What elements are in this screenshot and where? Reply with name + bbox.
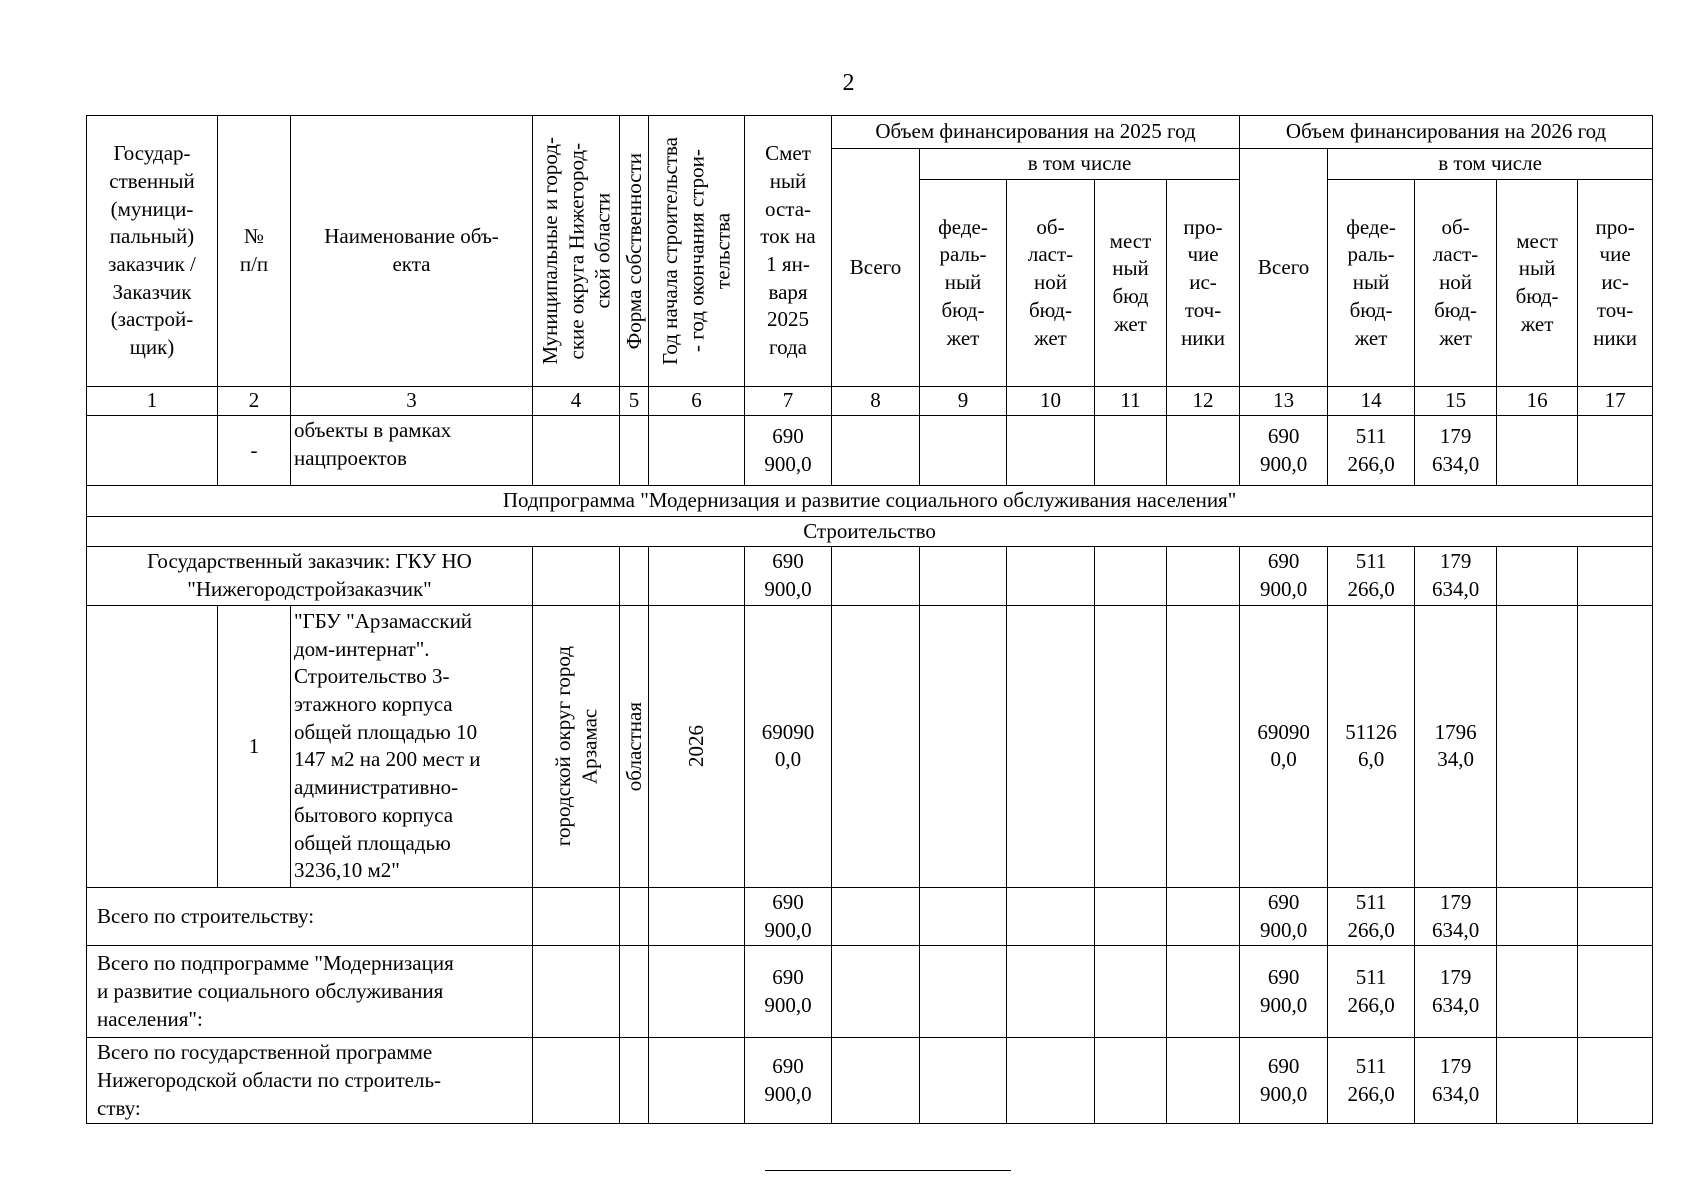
- object-year-cell: [649, 605, 745, 887]
- header-years: Год начала строительства - год окончания строи- тельства: [658, 137, 735, 365]
- header-federal-2026: феде- раль- ный бюд- жет: [1328, 180, 1415, 387]
- header-ownership-cell: [620, 116, 649, 387]
- header-federal-2025: феде- раль- ный бюд- жет: [920, 180, 1007, 387]
- col-num: 3: [291, 387, 533, 416]
- col-num: 12: [1167, 387, 1240, 416]
- col-num: 14: [1328, 387, 1415, 416]
- col-num: 15: [1415, 387, 1497, 416]
- cell-total-2026: 690 900,0: [1240, 547, 1328, 605]
- column-number-row: [87, 387, 1653, 416]
- col-num: 6: [649, 387, 745, 416]
- cell-federal-2026: 511 266,0: [1328, 1038, 1415, 1124]
- total-subprogram-label: Всего по подпрограмме "Модернизация и развитие социального обслуживания населения":: [87, 946, 533, 1038]
- header-including-2025: в том числе: [920, 149, 1240, 180]
- financing-table: [86, 115, 1653, 1124]
- footer-divider: [765, 1170, 1011, 1171]
- cell-federal-2026: 511 266,0: [1328, 416, 1415, 486]
- cell-total-2026: 690 900,0: [1240, 416, 1328, 486]
- header-num: № п/п: [218, 116, 291, 387]
- col-num: 13: [1240, 387, 1328, 416]
- subprogram-title: Подпрограмма "Модернизация и развитие социального обслуживания населения": [87, 486, 1653, 517]
- cell-total-2026: 690 900,0: [1240, 946, 1328, 1038]
- cell-federal-2026: 511 266,0: [1328, 547, 1415, 605]
- header-fin-2026: Объем финансирования на 2026 год: [1240, 116, 1653, 149]
- object-municipal-cell: [533, 605, 620, 887]
- header-municipal: Муниципальные и город- ские округа Нижегород- ской области: [537, 137, 615, 365]
- cell-total-2026: 69090 0,0: [1240, 605, 1328, 887]
- cell-regional-2026: 179 634,0: [1415, 1038, 1497, 1124]
- object-num: 1: [218, 605, 291, 887]
- table-row-total-construction: [87, 887, 1653, 945]
- object-name: "ГБУ "Арзамасский дом-интернат". Строительство 3- этажного корпуса общей площадью 10 147 м2 на 200 мест и административно- бытового корпуса общей площадью 3236,10 м2": [291, 605, 533, 887]
- table-row-object: [87, 605, 1653, 887]
- col-num: 1: [87, 387, 218, 416]
- cell-total-2026: 690 900,0: [1240, 1038, 1328, 1124]
- row-name: объекты в рамках нацпроектов: [291, 416, 533, 486]
- cell-remainder: 690 900,0: [745, 416, 832, 486]
- row-dash: -: [218, 416, 291, 486]
- cell-total-2026: 690 900,0: [1240, 887, 1328, 945]
- cell-remainder: 690 900,0: [745, 1038, 832, 1124]
- object-municipal: городской округ город Арзамас: [550, 646, 601, 847]
- col-num: 5: [620, 387, 649, 416]
- col-num: 16: [1497, 387, 1578, 416]
- object-ownership: областная: [621, 701, 646, 791]
- cell-federal-2026: 51126 6,0: [1328, 605, 1415, 887]
- header-regional-2025: об- ласт- ной бюд- жет: [1007, 180, 1095, 387]
- object-ownership-cell: [620, 605, 649, 887]
- col-num: 8: [832, 387, 920, 416]
- cell-federal-2026: 511 266,0: [1328, 946, 1415, 1038]
- total-construction-label: Всего по строительству:: [87, 887, 533, 945]
- cell-regional-2026: 179 634,0: [1415, 887, 1497, 945]
- header-row-1: [87, 116, 1653, 149]
- table-row-customer: [87, 547, 1653, 605]
- cell-remainder: 690 900,0: [745, 547, 832, 605]
- header-customer: Государ- ственный (муници- пальный) заказчик / Заказчик (застрой- щик): [87, 116, 218, 387]
- total-program-label: Всего по государственной программе Нижегородской области по строитель- ству:: [87, 1038, 533, 1124]
- header-ownership: Форма собственности: [621, 152, 646, 350]
- table-row-total-subprogram: [87, 946, 1653, 1038]
- table-row-natproj: [87, 416, 1653, 486]
- cell-remainder: 690 900,0: [745, 946, 832, 1038]
- cell-remainder: 69090 0,0: [745, 605, 832, 887]
- header-fin-2025: Объем финансирования на 2025 год: [832, 116, 1240, 149]
- table-row-construction: [87, 516, 1653, 547]
- header-local-2026: мест ный бюд- жет: [1497, 180, 1578, 387]
- col-num: 11: [1095, 387, 1167, 416]
- cell-regional-2026: 179 634,0: [1415, 946, 1497, 1038]
- header-total-2026: Всего: [1240, 149, 1328, 387]
- col-num: 2: [218, 387, 291, 416]
- header-local-2025: мест ный бюд жет: [1095, 180, 1167, 387]
- cell-regional-2026: 1796 34,0: [1415, 605, 1497, 887]
- cell-regional-2026: 179 634,0: [1415, 547, 1497, 605]
- cell-remainder: 690 900,0: [745, 887, 832, 945]
- header-regional-2026: об- ласт- ной бюд- жет: [1415, 180, 1497, 387]
- section-title: Строительство: [87, 516, 1653, 547]
- col-num: 7: [745, 387, 832, 416]
- header-years-cell: [649, 116, 745, 387]
- col-num: 9: [920, 387, 1007, 416]
- cell-regional-2026: 179 634,0: [1415, 416, 1497, 486]
- header-remainder: Смет ный оста- ток на 1 ян- варя 2025 года: [745, 116, 832, 387]
- table-row-subprogram: [87, 486, 1653, 517]
- header-other-2026: про- чие ис- точ- ники: [1578, 180, 1653, 387]
- col-num: 17: [1578, 387, 1653, 416]
- header-total-2025: Всего: [832, 149, 920, 387]
- header-name: Наименование объ- екта: [291, 116, 533, 387]
- cell-federal-2026: 511 266,0: [1328, 887, 1415, 945]
- col-num: 10: [1007, 387, 1095, 416]
- page-number: 2: [842, 70, 855, 96]
- object-year: 2026: [684, 725, 709, 768]
- customer-label: Государственный заказчик: ГКУ НО "Нижегородстройзаказчик": [87, 547, 533, 605]
- table-row-total-program: [87, 1038, 1653, 1124]
- header-municipal-cell: [533, 116, 620, 387]
- col-num: 4: [533, 387, 620, 416]
- header-including-2026: в том числе: [1328, 149, 1653, 180]
- header-other-2025: про- чие ис- точ- ники: [1167, 180, 1240, 387]
